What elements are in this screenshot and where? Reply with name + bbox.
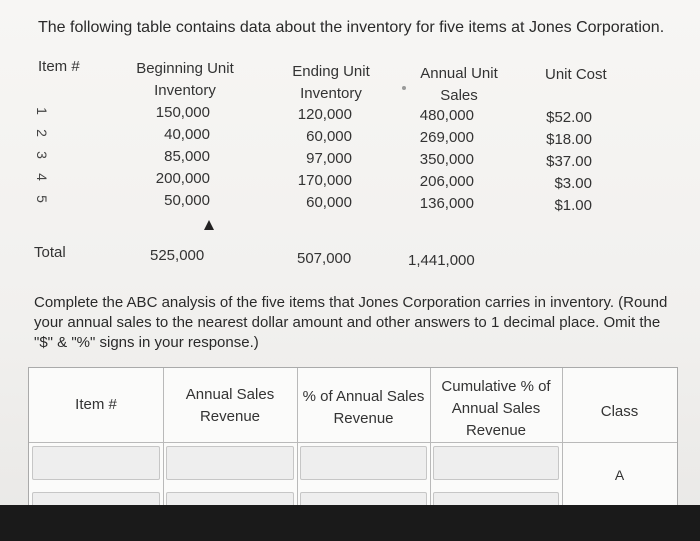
abc-header-revenue-line2: Revenue (199, 408, 261, 425)
item-number-column (36, 100, 48, 210)
total-label: Total (34, 244, 66, 261)
item-number: 2 (34, 129, 50, 137)
annual-sales-column (416, 105, 474, 215)
annual-sales-cell: 350,000 (419, 151, 474, 168)
header-annual-sales-line1: Annual Unit (420, 65, 498, 82)
stray-mark (402, 86, 406, 90)
annual-sales-revenue-input[interactable] (166, 446, 294, 480)
unit-cost-cell: $37.00 (546, 153, 592, 170)
header-divider (29, 442, 677, 443)
beginning-cell: 50,000 (164, 192, 210, 209)
unit-cost-cell: $18.00 (546, 131, 592, 148)
header-ending-line1: Ending Unit (292, 63, 370, 80)
abc-header-pct-line1: % of Annual Sales (302, 388, 425, 405)
abc-header-cumulative-line2: Annual Sales (451, 400, 541, 417)
annual-sales-cell: 136,000 (419, 195, 474, 212)
abc-header-revenue-line1: Annual Sales (185, 386, 275, 403)
total-annual-sales: 1,441,000 (408, 252, 475, 269)
header-annual-sales-line2: Sales (440, 87, 478, 104)
header-beginning-line2: Inventory (154, 82, 216, 99)
ending-cell: 60,000 (306, 128, 352, 145)
header-annual-sales (414, 63, 504, 107)
header-ending-line2: Inventory (300, 85, 362, 102)
unit-cost-column (538, 107, 592, 217)
item-number: 4 (34, 173, 50, 181)
annual-sales-cell: 480,000 (419, 107, 474, 124)
abc-header-class: Class (600, 403, 639, 420)
abc-analysis-table (28, 367, 678, 509)
annual-sales-cell: 206,000 (419, 173, 474, 190)
beginning-cell: 85,000 (164, 148, 210, 165)
ending-cell: 170,000 (297, 172, 352, 189)
unit-cost-cell: $52.00 (546, 109, 592, 126)
header-item: Item # (38, 58, 80, 75)
class-cell: A (614, 467, 625, 483)
cumulative-pct-input[interactable] (433, 446, 559, 480)
header-beginning (134, 58, 236, 102)
ending-column (294, 104, 352, 214)
column-divider (562, 368, 563, 508)
mouse-cursor-icon (204, 220, 214, 230)
abc-header-pct-line2: Revenue (333, 410, 394, 427)
item-number: 3 (34, 151, 50, 159)
abc-header-item: Item # (75, 396, 117, 413)
pct-annual-sales-input[interactable] (300, 446, 427, 480)
beginning-cell: 200,000 (155, 170, 210, 187)
header-ending (288, 61, 374, 105)
item-number-input[interactable] (32, 446, 160, 480)
instructions-text: Complete the ABC analysis of the five items that Jones Corporation carries in inventory. (Round your annual sales to the nearest dollar amount and other answers to 1 decimal place. Omit the "$" & "%" signs in your response.) (34, 294, 668, 351)
unit-cost-cell: $1.00 (554, 197, 592, 214)
beginning-column (148, 102, 210, 212)
abc-header-revenue (163, 384, 297, 428)
ending-cell: 97,000 (306, 150, 352, 167)
total-ending: 507,000 (297, 250, 352, 267)
beginning-cell: 150,000 (155, 104, 210, 121)
bottom-dark-bar (0, 505, 700, 541)
ending-cell: 60,000 (306, 194, 352, 211)
problem-title: The following table contains data about the inventory for five items at Jones Corporation. (38, 19, 665, 36)
abc-header-cumulative-line1: Cumulative % of (441, 378, 551, 395)
abc-header-pct (297, 386, 430, 430)
abc-header-cumulative-line3: Revenue (465, 422, 527, 439)
item-number: 1 (34, 107, 50, 115)
total-beginning: 525,000 (150, 247, 205, 264)
unit-cost-cell: $3.00 (554, 175, 592, 192)
beginning-cell: 40,000 (164, 126, 210, 143)
header-beginning-line1: Beginning Unit (136, 60, 234, 77)
item-number: 5 (34, 195, 50, 203)
header-unit-cost: Unit Cost (545, 66, 607, 83)
annual-sales-cell: 269,000 (419, 129, 474, 146)
abc-header-cumulative (430, 376, 562, 442)
ending-cell: 120,000 (297, 106, 352, 123)
